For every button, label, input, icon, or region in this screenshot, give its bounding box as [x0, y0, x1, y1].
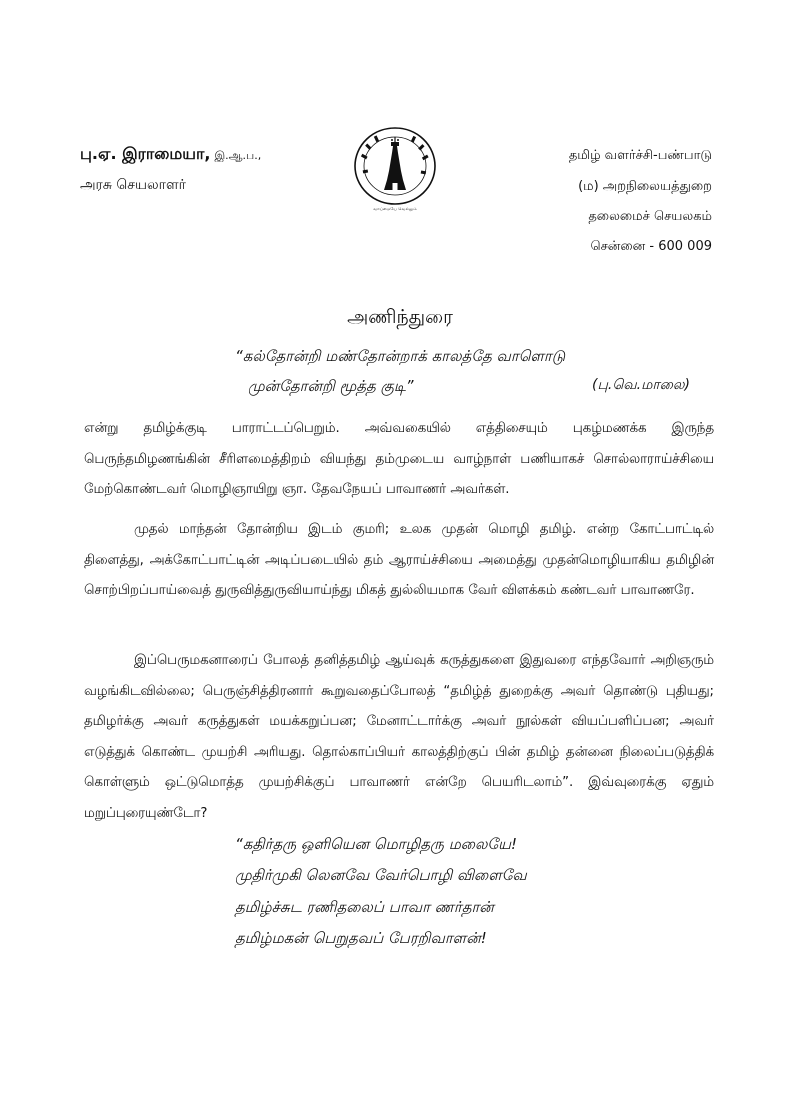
opening-quote-line: முன்தோன்றி மூத்த குடி” — [248, 377, 414, 395]
sender-name-text: பு.ஏ. இராமையா, — [80, 144, 211, 163]
quote-source: (பு.வெ.மாலை) — [592, 377, 690, 393]
opening-quote-line: “கல்தோன்றி மண்தோன்றாக் காலத்தே வாளொடு — [235, 347, 566, 365]
verse-line: “கதிர்தரு ஒளியென மொழிதரு மலையே! — [235, 835, 517, 853]
paragraph: முதல் மாந்தன் தோன்றிய இடம் குமரி; உலக முதன் மொழி தமிழ். என்ற கோட்பாட்டில் திளைத்து, அக்கோட்பாட்டின் அடிப்படையில் தம் ஆராய்ச்சியை அமைத்து முதன்மொழியாகிய தமிழின் சொற்பிறப்பாய்வைத் துருவித்துருவியாய்ந்து மிகத் துல்லியமாக வேர் விளக்கம் கண்டவர் பாவாணரே. — [84, 522, 714, 598]
document-title: அணிந்துரை — [347, 306, 453, 328]
sender-qualification: இ.ஆ.ப., — [214, 149, 262, 162]
paragraph: என்று தமிழ்க்குடி பாராட்டப்பெறும். அவ்வகையில் எத்திசையும் புகழ்மணக்க இருந்த பெருந்தமிழணங்கின் சீரிளமைத்திறம் வியந்து தம்முடைய வாழ்நாள் பணியாகச் சொல்லாராய்ச்சியை மேற்கொண்டவர் மொழிஞாயிறு ஞா. தேவநேயப் பாவாணர் அவர்கள். — [84, 421, 714, 497]
address-line: (ம) அறநிலையத்துறை — [578, 179, 712, 194]
emblem-motto: வாய்மையே வெல்லும் — [373, 206, 417, 211]
verse-line: தமிழ்ச்சுட ரணிதலைப் பாவா ணர்தான் — [235, 898, 494, 916]
address-line: சென்னை - 600 009 — [590, 239, 712, 254]
verse-line: முதிர்முகி லெனவே வேர்பொழி விளைவே — [235, 866, 527, 884]
verse-line: தமிழ்மகன் பெறுதவப் பேரறிவாளன்! — [235, 929, 487, 947]
address-line: தலைமைச் செயலகம் — [588, 209, 712, 224]
sender-title: அரசு செயலாளர் — [80, 177, 186, 193]
paragraph: இப்பெருமகனாரைப் போலத் தனித்தமிழ் ஆய்வுக் கருத்துகளை இதுவரை எந்தவோர் அறிஞரும் வழங்கிடவில்லை; பெருஞ்சித்திரனார் கூறுவதைப்போலத் “தமிழ்த் துறைக்கு அவர் தொண்டு புதியது; தமிழர்க்கு அவர் கருத்துகள் மயக்கறுப்பன; மேனாட்டார்க்கு அவர் நூல்கள் வியப்பளிப்பன; அவர் எடுத்துக் கொண்ட முயற்சி அரியது. தொல்காப்பியர் காலத்திற்குப் பின் தமிழ் தன்னை நிலைப்படுத்திக் கொள்ளும் ஒட்டுமொத்த முயற்சிக்குப் பாவாணர் என்றே பெயரிடலாம்”. இவ்வுரைக்கு ஏதும் மறுப்புரையுண்டோ? — [84, 653, 714, 821]
state-emblem — [350, 124, 440, 212]
sender-name — [80, 144, 261, 165]
address-line: தமிழ் வளர்ச்சி-பண்பாடு — [568, 148, 712, 163]
